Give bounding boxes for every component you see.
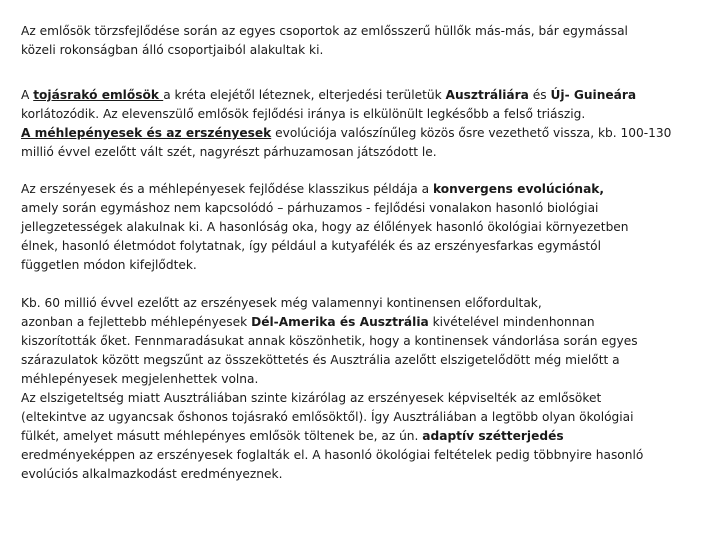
monotremes-link[interactable]: tojásrakó emlősök	[33, 88, 164, 102]
text-line: független módon kifejlődtek.	[21, 258, 197, 272]
text-line: közeli rokonságban álló csoportjaiból alakultak ki.	[21, 43, 324, 57]
bold-australia: Ausztráliára	[445, 88, 529, 102]
text-segment: kivételével mindenhonnan	[428, 315, 595, 329]
bold-adaptive-radiation: adaptív szétterjedés	[422, 429, 564, 443]
text-line	[21, 313, 711, 332]
text-line: amely során egymáshoz nem kapcsolódó – párhuzamos - fejlődési vonalakon hasonló biológiai	[21, 201, 599, 215]
text-segment: és	[528, 88, 551, 102]
text-line: élnek, hasonló életmódot folytatnak, így például a kutyafélék és az erszényesfarkas egymástól	[21, 239, 601, 253]
text-line	[21, 180, 711, 199]
text-line: millió évvel ezelőtt vált szét, nagyrészt párhuzamosan játszódott le.	[21, 145, 437, 159]
text-line: Az elszigeteltség miatt Ausztráliában szinte kizárólag az erszényesek képviselték az emlősöket	[21, 391, 602, 405]
text-segment: fülkét, amelyet másutt méhlepényes emlősök töltenek be, az ún.	[21, 429, 423, 443]
bold-new-guinea: Új- Guineára	[550, 88, 637, 102]
text-line: korlátozódik. Az elevenszülő emlősök fejlődési iránya is elkülönült legkésőbb a felső triászig.	[21, 107, 586, 121]
bold-south-america-australia: Dél-Amerika és Ausztrália	[251, 315, 429, 329]
text-line: szárazulatok között megszűnt az összeköttetés és Ausztrália azelőtt elszigetelődött még mielőtt a	[21, 353, 620, 367]
text-line: Az emlősök törzsfejlődése során az egyes csoportok az emlősszerű hüllők más-más, bár egymással	[21, 24, 628, 38]
paragraph-convergent-evolution	[21, 180, 711, 275]
paragraph-monotremes	[21, 86, 711, 162]
paragraph-evolution-origin	[21, 22, 711, 60]
text-line	[21, 86, 711, 105]
text-line: (eltekintve az ugyancsak őshonos tojásrakó emlősöktől). Így Ausztráliában a legtöbb olyan ökológiai	[21, 410, 634, 424]
text-segment: Az erszényesek és a méhlepényesek fejlődése klasszikus példája a	[21, 182, 433, 196]
text-line: Kb. 60 millió évvel ezelőtt az erszényesek még valamennyi kontinensen előfordultak,	[21, 296, 542, 310]
text-segment: a kréta elejétől léteznek, elterjedési területük	[163, 88, 446, 102]
text-line: evolúciós alkalmazkodást eredményeznek.	[21, 467, 283, 481]
text-segment: azonban a fejlettebb méhlepényesek	[21, 315, 252, 329]
text-line: kiszorították őket. Fennmaradásukat annak köszönhetik, hogy a kontinensek vándorlása során egyes	[21, 334, 638, 348]
text-line: jellegzetességek alakulnak ki. A hasonlóság oka, hogy az élőlények hasonló ökológiai környezetben	[21, 220, 629, 234]
text-segment: A	[21, 88, 34, 102]
text-line	[21, 124, 711, 143]
placentals-marsupials-link[interactable]: A méhlepényesek és az erszényesek	[21, 126, 272, 140]
text-segment: evolúciója valószínűleg közös ősre vezethető vissza, kb. 100-130	[271, 126, 672, 140]
bold-convergent-evolution: konvergens evolúciónak,	[432, 182, 605, 196]
text-line	[21, 427, 711, 446]
text-line: méhlepényesek megjelenhettek volna.	[21, 372, 259, 386]
text-line: eredményeképpen az erszényesek foglalták el. A hasonló ökológiai feltételek pedig többnyire hasonló	[21, 448, 644, 462]
paragraph-australia-isolation	[21, 294, 711, 484]
